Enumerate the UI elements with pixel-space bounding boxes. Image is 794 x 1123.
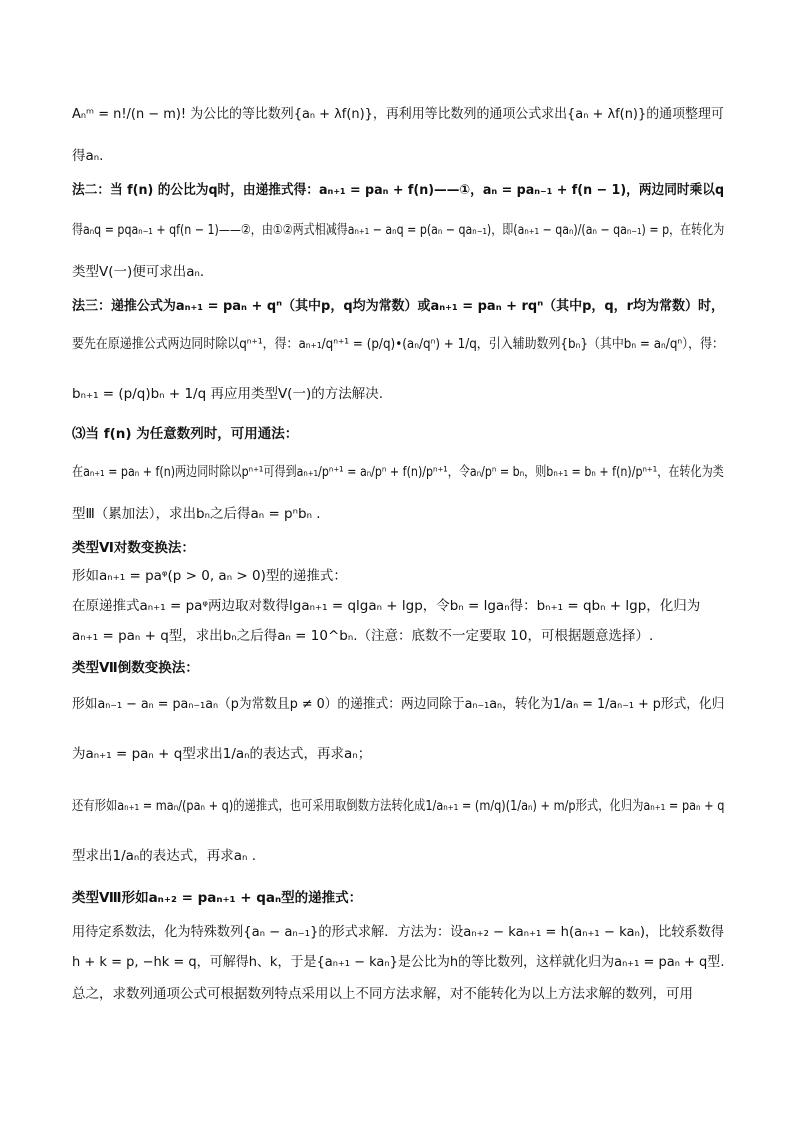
method-2-line-2: 得aₙq = pqaₙ₋₁ + qf(n − 1)——②，由①②两式相减得aₙ₊₁ − aₙq = p(aₙ − qaₙ₋₁)，即(aₙ₊₁ − qaₙ)/(aₙ − qaₙ₋₁) = p，在转化为 xyxy=(72,222,725,238)
text-line-2: 得aₙ. xyxy=(72,148,104,164)
section-3-line-2: 型Ⅲ（累加法），求出bₙ之后得aₙ = pⁿbₙ . xyxy=(72,506,321,522)
method-2-line-1: 法二：当 f(n) 的公比为q时，由递推式得：aₙ₊₁ = paₙ + f(n)——①，aₙ = paₙ₋₁ + f(n − 1)，两边同时乘以q xyxy=(72,182,725,198)
text-line-1: Aₙᵐ = n!/(n − m)! 为公比的等比数列{aₙ + λf(n)}，再利用等比数列的通项公式求出{aₙ + λf(n)}的通项整理可 xyxy=(72,106,724,122)
method-3-line-1: 法三：递推公式为aₙ₊₁ = paₙ + qⁿ（其中p，q均为常数）或aₙ₊₁ = paₙ + rqⁿ（其中p，q，r均为常数）时， xyxy=(72,298,724,314)
type-8-line-2: h + k = p, −hk = q，可解得h、k，于是{aₙ₊₁ − kaₙ}是公比为h的等比数列，这样就化归为aₙ₊₁ = paₙ + q型. xyxy=(72,954,725,970)
section-3-line-1: 在aₙ₊₁ = paₙ + f(n)两边同时除以pⁿ⁺¹可得到aₙ₊₁/pⁿ⁺¹ = aₙ/pⁿ + f(n)/pⁿ⁺¹，令aₙ/pⁿ = bₙ，则bₙ₊₁ = bₙ + f(n)/pⁿ⁺¹，在转化为类 xyxy=(72,464,724,480)
type-7-line-3: 还有形如aₙ₊₁ = maₙ/(paₙ + q)的递推式，也可采用取倒数方法转化成1/aₙ₊₁ = (m/q)(1/aₙ) + m/p形式，化归为aₙ₊₁ = paₙ + q xyxy=(72,798,725,814)
type-7-line-1: 形如aₙ₋₁ − aₙ = paₙ₋₁aₙ（p为常数且p ≠ 0）的递推式：两边同除于aₙ₋₁aₙ，转化为1/aₙ = 1/aₙ₋₁ + p形式，化归 xyxy=(72,696,725,712)
type-8-heading: 类型Ⅷ形如aₙ₊₂ = paₙ₊₁ + qaₙ型的递推式： xyxy=(72,890,363,906)
summary-line: 总之，求数列通项公式可根据数列特点采用以上不同方法求解，对不能转化为以上方法求解的数列，可用 xyxy=(72,986,693,1002)
type-6-heading: 类型Ⅵ对数变换法： xyxy=(72,540,195,556)
type-6-line-3: aₙ₊₁ = paₙ + q型，求出bₙ之后得aₙ = 10^bₙ.（注意：底数不一定要取 10，可根据题意选择）. xyxy=(72,628,654,644)
type-7-line-2: 为aₙ₊₁ = paₙ + q型求出1/aₙ的表达式，再求aₙ； xyxy=(72,746,372,762)
method-3-line-3: bₙ₊₁ = (p/q)bₙ + 1/q 再应用类型Ⅴ(一)的方法解决. xyxy=(72,386,384,402)
type-6-line-2: 在原递推式aₙ₊₁ = paᵠ两边取对数得lgaₙ₊₁ = qlgaₙ + lgp，令bₙ = lgaₙ得：bₙ₊₁ = qbₙ + lgp，化归为 xyxy=(72,598,701,614)
type-7-heading: 类型Ⅶ倒数变换法： xyxy=(72,660,199,676)
method-2-line-3: 类型Ⅴ(一)便可求出aₙ. xyxy=(72,264,205,280)
type-6-line-1: 形如aₙ₊₁ = paᵠ(p > 0, aₙ > 0)型的递推式： xyxy=(72,568,347,584)
type-8-line-1: 用待定系数法，化为特殊数列{aₙ − aₙ₋₁}的形式求解．方法为：设aₙ₊₂ − kaₙ₊₁ = h(aₙ₊₁ − kaₙ)，比较系数得 xyxy=(72,924,725,940)
type-7-line-4: 型求出1/aₙ的表达式，再求aₙ . xyxy=(72,848,257,864)
method-3-line-2: 要先在原递推公式两边同时除以qⁿ⁺¹，得：aₙ₊₁/qⁿ⁺¹ = (p/q)•(aₙ/qⁿ) + 1/q，引入辅助数列{bₙ}（其中bₙ = aₙ/qⁿ），得： xyxy=(72,336,724,352)
section-3-heading: ⑶当 f(n) 为任意数列时，可用通法： xyxy=(72,426,299,442)
